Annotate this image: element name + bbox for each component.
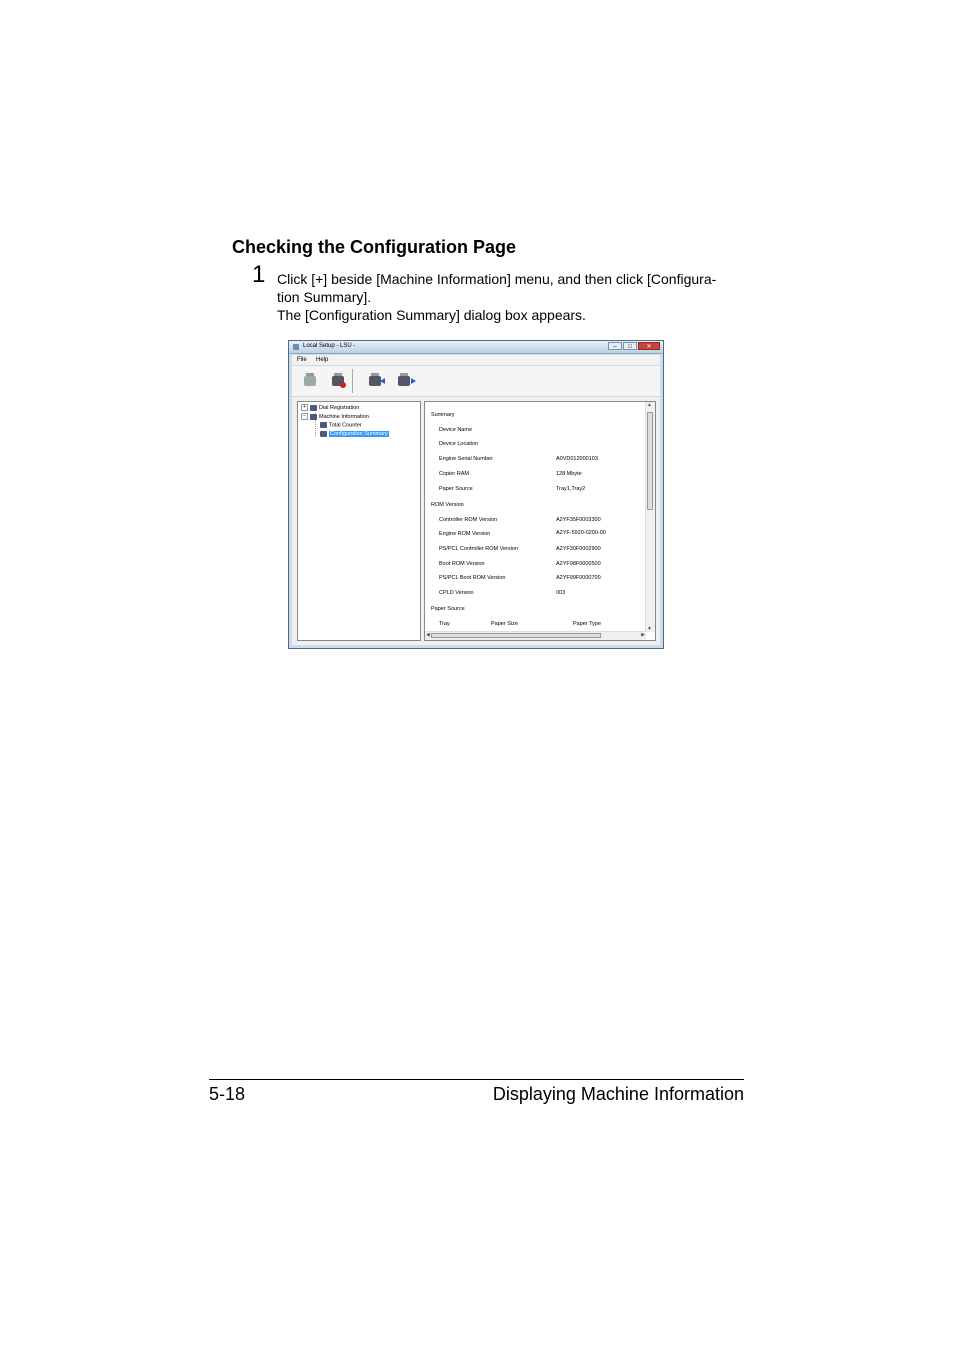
tree-item-dial-registration[interactable] — [301, 404, 359, 411]
machine-icon — [310, 414, 317, 420]
chapter-title: Displaying Machine Information — [492, 1084, 744, 1104]
menu-file[interactable]: File — [297, 357, 307, 363]
section-paper-source: Paper Source — [431, 606, 465, 612]
value-boot-rom: A2YF98F0000500 — [556, 561, 601, 567]
label-boot-rom: Boot ROM Version — [439, 561, 485, 567]
label-copier-ram: Copier RAM — [439, 471, 469, 477]
footer-rule — [209, 1079, 744, 1080]
value-pspcl-boot-rom: A2YF99F0000700 — [556, 575, 601, 581]
lsu-window-screenshot — [288, 340, 664, 649]
client-area — [292, 397, 660, 645]
receive-from-machine-icon[interactable] — [367, 372, 383, 388]
horizontal-scroll-thumb[interactable] — [431, 633, 601, 638]
scroll-down-icon[interactable]: ▼ — [647, 626, 652, 632]
machine-icon[interactable] — [302, 372, 318, 388]
value-pspcl-controller-rom: A2YF30F0002900 — [556, 546, 601, 552]
label-pspcl-boot-rom: PS/PCL Boot ROM Version — [439, 575, 506, 581]
folder-icon — [310, 405, 317, 411]
title-bar — [289, 341, 663, 354]
navigation-tree — [297, 401, 421, 641]
label-controller-rom: Controller ROM Version — [439, 517, 498, 523]
toolbar — [292, 366, 660, 397]
vertical-scroll-thumb[interactable] — [647, 412, 653, 510]
section-rom-version: ROM Version — [431, 502, 464, 508]
menu-bar — [292, 355, 660, 365]
window-controls — [607, 342, 660, 351]
value-controller-rom: A2YF35F0003300 — [556, 517, 601, 523]
column-paper-type: Paper Type — [573, 621, 602, 627]
tree-label: Dial Registration — [319, 404, 360, 411]
value-cpld: 003 — [556, 590, 566, 596]
section-heading: Checking the Configuration Page — [232, 237, 517, 257]
step-line-1: Click [+] beside [Machine Information] menu, and then click [Configura- — [277, 271, 717, 287]
scroll-up-icon[interactable]: ▲ — [647, 402, 652, 408]
vertical-scrollbar[interactable] — [645, 402, 655, 632]
column-tray: Tray — [439, 621, 450, 627]
label-device-name: Device Name — [439, 427, 473, 433]
tree-item-configuration-summary[interactable] — [320, 431, 389, 437]
collapse-icon[interactable]: − — [301, 413, 308, 420]
summary-icon — [320, 431, 327, 437]
close-button[interactable]: ✕ — [638, 342, 660, 350]
counter-icon — [320, 422, 327, 428]
step-number: 1 — [252, 261, 266, 288]
tree-item-total-counter[interactable] — [320, 422, 362, 428]
expand-icon[interactable]: + — [301, 404, 308, 411]
label-paper-source: Paper Source — [439, 486, 473, 492]
label-engine-rom: Engine ROM Version — [439, 531, 491, 537]
column-paper-size: Paper Size — [491, 621, 518, 627]
value-engine-rom: A2YF-5920-0200-00 — [556, 530, 606, 536]
toolbar-separator — [352, 369, 353, 393]
machine-error-icon[interactable] — [330, 372, 346, 388]
page-number: 5-18 — [209, 1084, 246, 1104]
step-line-3: The [Configuration Summary] dialog box appears. — [277, 307, 586, 323]
maximize-button[interactable]: □ — [623, 342, 637, 350]
value-copier-ram: 128 Mbyte — [556, 471, 582, 477]
label-pspcl-controller-rom: PS/PCL Controller ROM Version — [439, 546, 518, 552]
send-to-machine-icon[interactable] — [396, 372, 412, 388]
value-paper-source: Tray1,Tray2 — [556, 486, 586, 492]
step-instruction — [277, 270, 747, 324]
summary-content — [425, 402, 646, 632]
scroll-left-icon[interactable]: ◀ — [426, 632, 430, 638]
step-line-2: tion Summary]. — [277, 289, 372, 305]
label-device-location: Device Location — [439, 441, 479, 447]
section-summary: Summary — [431, 412, 455, 418]
tree-label: Machine Information — [319, 413, 369, 420]
tree-label: Total Counter — [329, 422, 362, 429]
tree-item-machine-information[interactable] — [301, 413, 369, 420]
label-cpld: CPLD Version — [439, 590, 474, 596]
menu-help[interactable]: Help — [316, 357, 329, 363]
summary-panel — [424, 401, 656, 641]
minimize-button[interactable]: – — [608, 342, 622, 350]
horizontal-scrollbar[interactable] — [425, 631, 646, 640]
window-title: Local Setup - LSU - — [303, 343, 356, 349]
label-engine-serial: Engine Serial Number — [439, 456, 493, 462]
app-icon — [293, 344, 299, 350]
value-engine-serial: A0VD012000103 — [556, 456, 598, 462]
tree-label: Configuration Summary — [330, 431, 388, 438]
scroll-right-icon[interactable]: ▶ — [641, 632, 645, 638]
